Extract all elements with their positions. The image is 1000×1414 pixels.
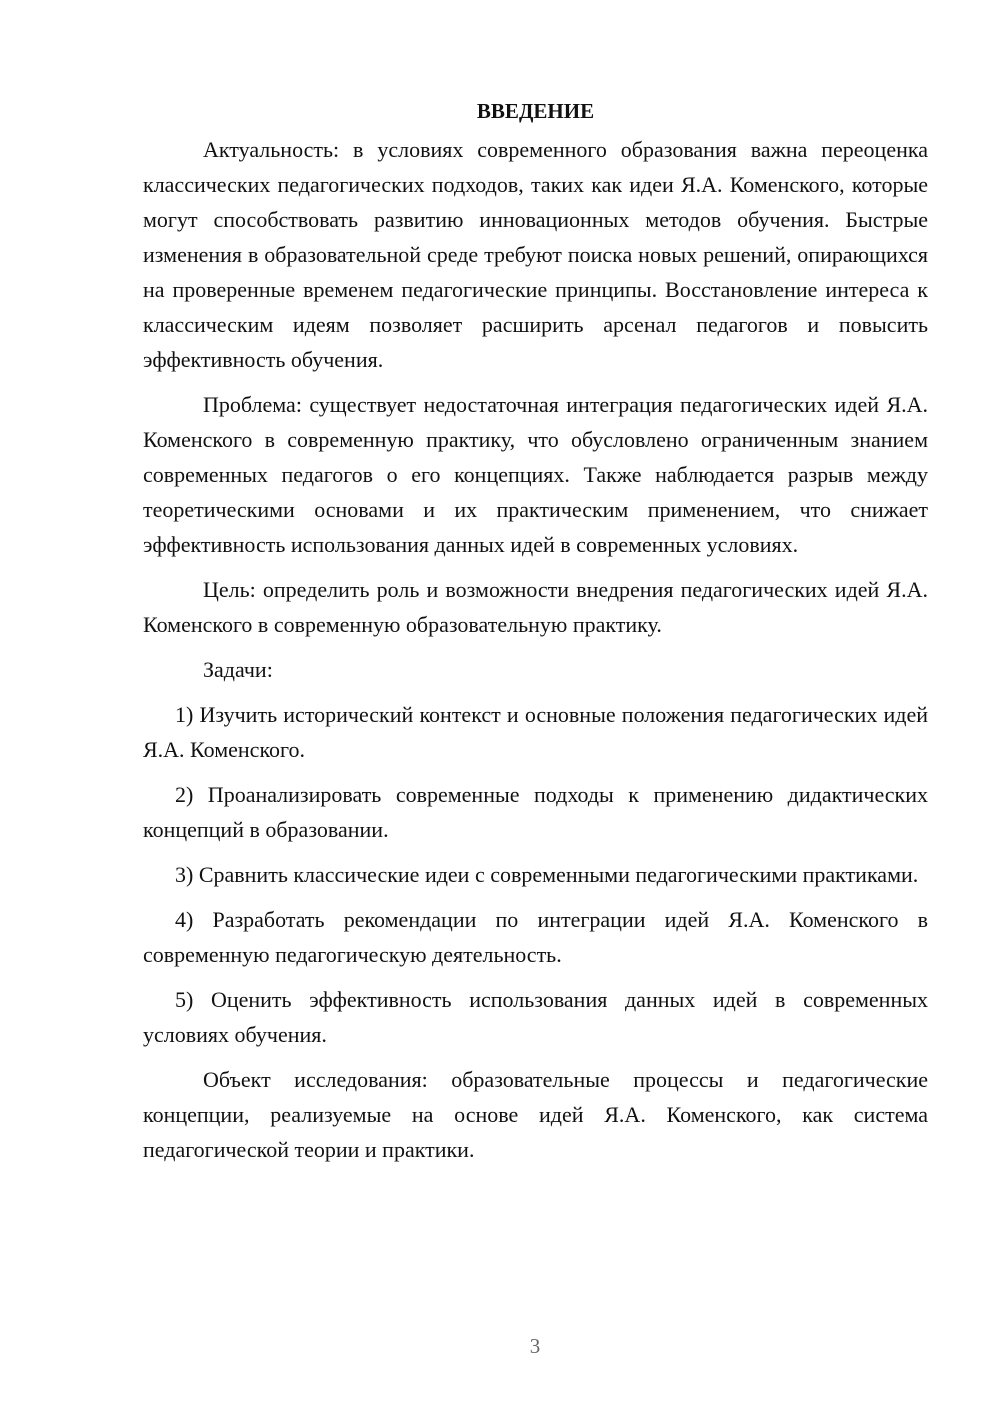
task-item: 4) Разработать рекомендации по интеграции идей Я.А. Коменского в современную педагогическую деятельность. (143, 907, 928, 967)
task-item: 1) Изучить исторический контекст и основные положения педагогических идей Я.А. Коменского. (143, 702, 928, 762)
tasks-list (143, 697, 928, 1052)
paragraph-object: Объект исследования: образовательные процессы и педагогические концепции, реализуемые на основе идей Я.А. Коменского, как система педагогической теории и практики. (143, 1067, 928, 1162)
document-page (143, 94, 928, 1177)
paragraph-relevance: Актуальность: в условиях современного образования важна переоценка классических педагогических подходов, таких как идеи Я.А. Коменского, которые могут способствовать развитию инновационных методов обучения. Быстрые изменения в образовательной среде требуют поиска новых решений, опирающихся на проверенные временем педагогические принципы. Восстановление интереса к классическим идеям позволяет расширить арсенал педагогов и повысить эффективность обучения. (143, 137, 928, 372)
task-item: 5) Оценить эффективность использования данных идей в современных условиях обучения. (143, 987, 928, 1047)
page-number: 3 (529, 1334, 541, 1358)
paragraph-goal: Цель: определить роль и возможности внедрения педагогических идей Я.А. Коменского в современную образовательную практику. (143, 577, 928, 637)
page-title: ВВЕДЕНИЕ (476, 99, 595, 123)
task-item: 3) Сравнить классические идеи с современными педагогическими практиками. (175, 862, 919, 887)
task-item: 2) Проанализировать современные подходы к применению дидактических концепций в образовании. (143, 782, 928, 842)
tasks-heading: Задачи: (203, 657, 273, 682)
paragraph-problem: Проблема: существует недостаточная интеграция педагогических идей Я.А. Коменского в современную практику, что обусловлено ограниченным знанием современных педагогов о его концепциях. Также наблюдается разрыв между теоретическими основами и их практическим применением, что снижает эффективность использования данных идей в современных условиях. (143, 392, 928, 557)
